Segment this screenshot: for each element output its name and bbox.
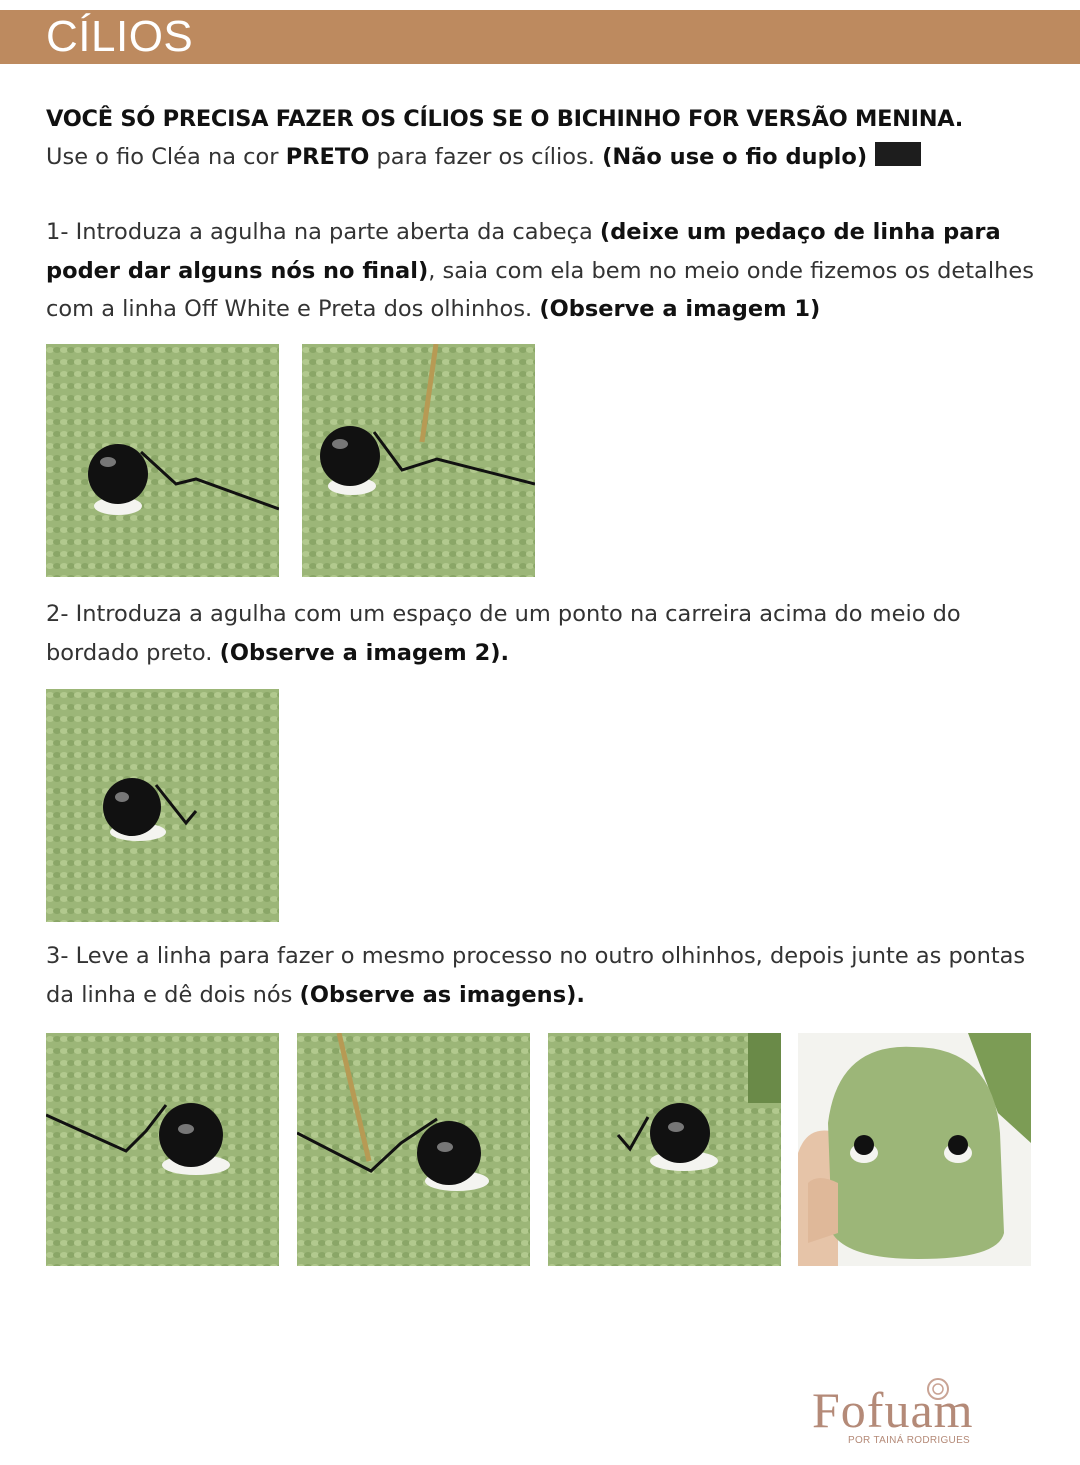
- photo-step1-a: [46, 344, 279, 577]
- step3-text: [46, 937, 1036, 1014]
- step1-c: , saia com ela bem no meio onde fizemos os detalhes com a linha Off White e Preta dos olhinhos.: [46, 257, 1034, 322]
- photo-step1-b: [302, 344, 535, 577]
- photo-step3-b: [297, 1033, 530, 1266]
- intro-text-warning: (Não use o fio duplo): [602, 144, 868, 170]
- intro-text-c: para fazer os cílios.: [369, 144, 603, 170]
- step2-b: (Observe a imagem 2).: [219, 639, 510, 666]
- step1-text: [46, 213, 1036, 329]
- step1-a: 1- Introduza a agulha na parte aberta da cabeça: [46, 219, 600, 245]
- step1-b: (deixe um pedaço de linha para poder dar alguns nós no final): [46, 219, 1001, 284]
- step2-text: [46, 595, 1036, 672]
- photo-finished-head: [798, 1033, 1031, 1266]
- intro-text-a: Use o fio Cléa na cor: [46, 144, 286, 170]
- step1-d: (Observe a imagem 1): [539, 296, 821, 322]
- intro-text-color: PRETO: [285, 144, 370, 170]
- intro-heading: VOCÊ SÓ PRECISA FAZER OS CÍLIOS SE O BICHINHO FOR VERSÃO MENINA.: [46, 106, 964, 132]
- photo-step3-a: [46, 1033, 279, 1266]
- intro-line: [46, 138, 1036, 177]
- brand-logo: [808, 1375, 1028, 1455]
- yarn-color-swatch: [875, 142, 921, 166]
- step3-b: (Observe as imagens).: [299, 981, 585, 1008]
- photo-step3-c: [548, 1033, 781, 1266]
- step2-a: 2- Introduza a agulha com um espaço de um ponto na carreira acima do meio do bordado preto.: [46, 601, 961, 666]
- logo-byline: POR TAINÁ RODRIGUES: [848, 1435, 971, 1446]
- logo-name: Fofuam: [812, 1382, 974, 1438]
- step3-a: 3- Leve a linha para fazer o mesmo processo no outro olhinhos, depois junte as pontas da linha e dê dois nós: [46, 943, 1026, 1008]
- photo-step2: [46, 689, 279, 922]
- page-title: CÍLIOS: [46, 12, 194, 61]
